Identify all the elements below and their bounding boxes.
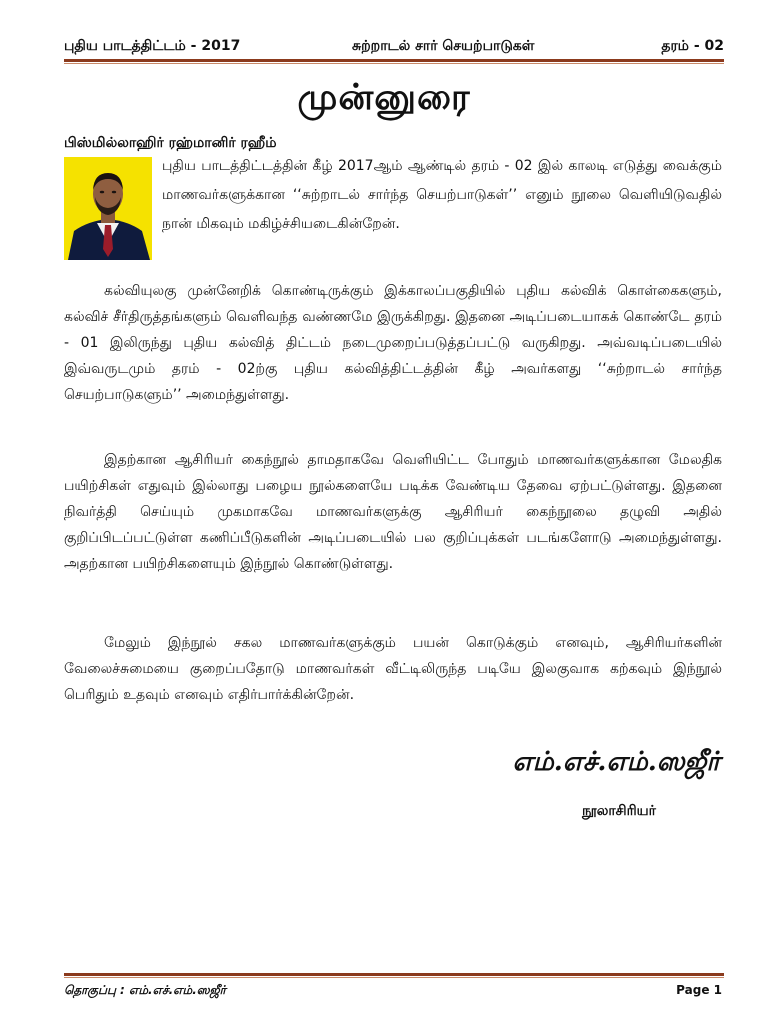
page-number: Page 1 bbox=[676, 983, 722, 997]
author-photo bbox=[64, 157, 152, 260]
running-header bbox=[64, 36, 724, 58]
salutation: பிஸ்மில்லாஹிர் ரஹ்மானிர் ரஹீம் bbox=[64, 135, 277, 151]
intro-paragraph: புதிய பாடத்திட்டத்தின் கீழ் 2017ஆம் ஆண்டில் தரம் - 02 இல் காலடி எடுத்து வைக்கும் மாணவர்களுக்கான ‘‘சுற்றாடல் சார்ந்த செயற்பாடுகள்’’ எனும் நூலை வெளியிடுவதில் நான் மிகவும் மகிழ்ச்சியடைகின்றேன். bbox=[162, 158, 722, 232]
header-rule-thin bbox=[64, 63, 724, 64]
paragraph-1: கல்வியுலகு முன்னேறிக் கொண்டிருக்கும் இக்காலப்பகுதியில் புதிய கல்விக் கொள்கைகளும், கல்விச் சீர்திருத்தங்களும் வெளிவந்த வண்ணமே இருக்கிறது. இதனை அடிப்படையாகக் கொண்டே தரம் - 01 இலிருந்து புதிய கல்வித் திட்டம் நடைமுறைப்படுத்தப்பட்டு வருகிறது. அவ்வடிப்படையில் இவ்வருடமும் தரம் - 02ற்கு புதிய கல்வித்திட்டத்தின் கீழ் அவர்களது ‘‘சுற்றாடல் சார்ந்த செயற்பாடுகளும்’’ அமைந்துள்ளது. bbox=[64, 283, 722, 403]
header-curriculum: புதிய பாடத்திட்டம் - 2017 bbox=[64, 38, 241, 54]
author-signature: எம்.எச்.எம்.ஸஜீர் bbox=[512, 747, 720, 777]
footer-compiler: தொகுப்பு : எம்.எச்.எம்.ஸஜீர் bbox=[64, 983, 226, 997]
footer-rule-thin bbox=[64, 977, 724, 978]
paragraph-3: மேலும் இந்நூல் சகல மாணவர்களுக்கும் பயன் கொடுக்கும் எனவும், ஆசிரியர்களின் வேலைச்சுமையை குறைப்பதோடு மாணவர்கள் வீட்டிலிருந்த படியே இலகுவாக கற்கவும் இந்நூல் பெரிதும் உதவும் எனவும் எதிர்பார்க்கின்றேன். bbox=[64, 635, 722, 703]
header-rule bbox=[64, 59, 724, 62]
author-designation: நூலாசிரியர் bbox=[582, 803, 656, 819]
page-title: முன்னுரை bbox=[297, 76, 471, 118]
footer-rule bbox=[64, 973, 724, 976]
paragraph-2: இதற்கான ஆசிரியர் கைந்நூல் தாமதாகவே வெளியிட்ட போதும் மாணவர்களுக்கான மேலதிக பயிற்சிகள் எதுவும் இல்லாது பழைய நூல்களையே படிக்க வேண்டிய தேவை ஏற்பட்டுள்ளது. இதனை நிவர்த்தி செய்யும் முகமாகவே மாணவர்களுக்கு ஆசிரியர் கைந்நூலை தழுவி அதில் குறிப்பிடப்பட்டுள்ள கணிப்பீடுகளின் அடிப்படையில் பல குறிப்புக்கள் படங்களோடு அமைந்துள்ளது. அதற்கான பயிற்சிகளையும் இந்நூல் கொண்டுள்ளது. bbox=[64, 452, 722, 572]
header-grade: தரம் - 02 bbox=[661, 38, 724, 54]
header-subject: சுற்றாடல் சார் செயற்பாடுகள் bbox=[352, 38, 535, 54]
